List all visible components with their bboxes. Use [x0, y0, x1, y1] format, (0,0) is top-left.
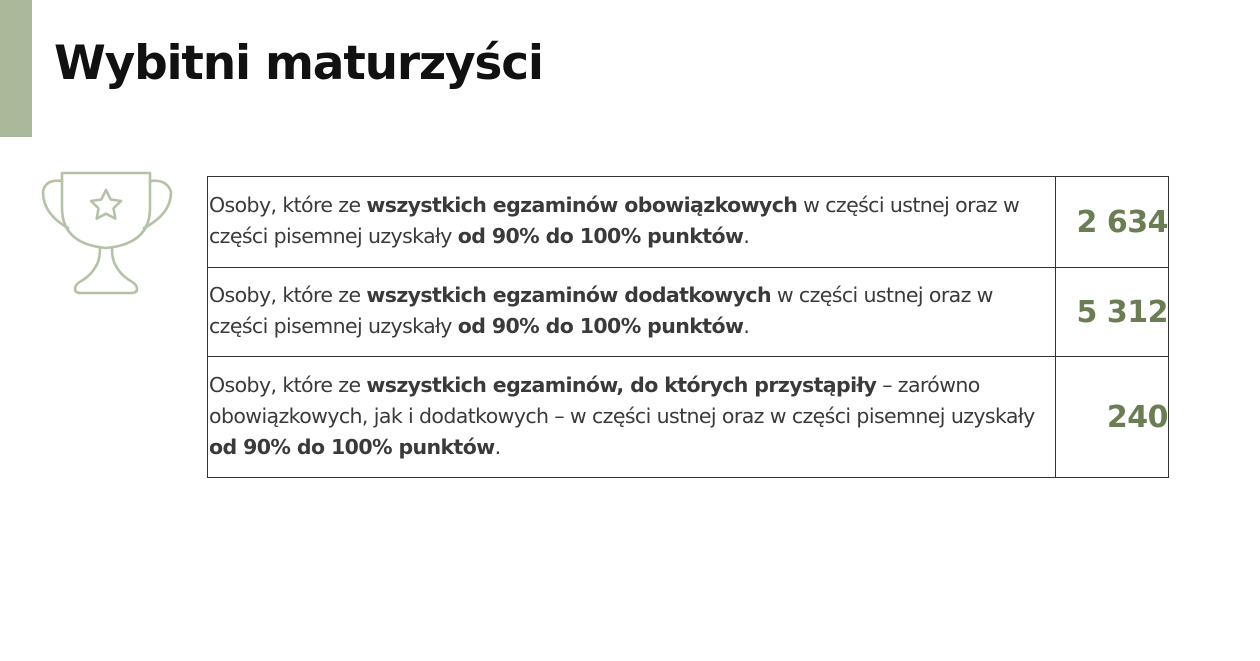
row-description: Osoby, które ze wszystkich egzaminów, do których przystąpiły – zarówno obowiązkowych, jak i dodatkowych – w części ustnej oraz w części pisemnej uzyskały od 90% do 100% punktów.	[208, 357, 1056, 478]
row-value: 240	[1056, 357, 1169, 478]
page-title: Wybitni maturzyści	[54, 36, 543, 91]
title-accent-bar	[0, 0, 32, 137]
table-row	[208, 357, 1169, 478]
table-row	[208, 177, 1169, 268]
trophy-with-star-icon	[38, 168, 176, 298]
row-value: 5 312	[1056, 268, 1169, 357]
row-description: Osoby, które ze wszystkich egzaminów dodatkowych w części ustnej oraz w części pisemnej uzyskały od 90% do 100% punktów.	[208, 268, 1056, 357]
table-row	[208, 268, 1169, 357]
row-value: 2 634	[1056, 177, 1169, 268]
row-description: Osoby, które ze wszystkich egzaminów obowiązkowych w części ustnej oraz w części pisemnej uzyskały od 90% do 100% punktów.	[208, 177, 1056, 268]
results-table	[207, 176, 1169, 478]
